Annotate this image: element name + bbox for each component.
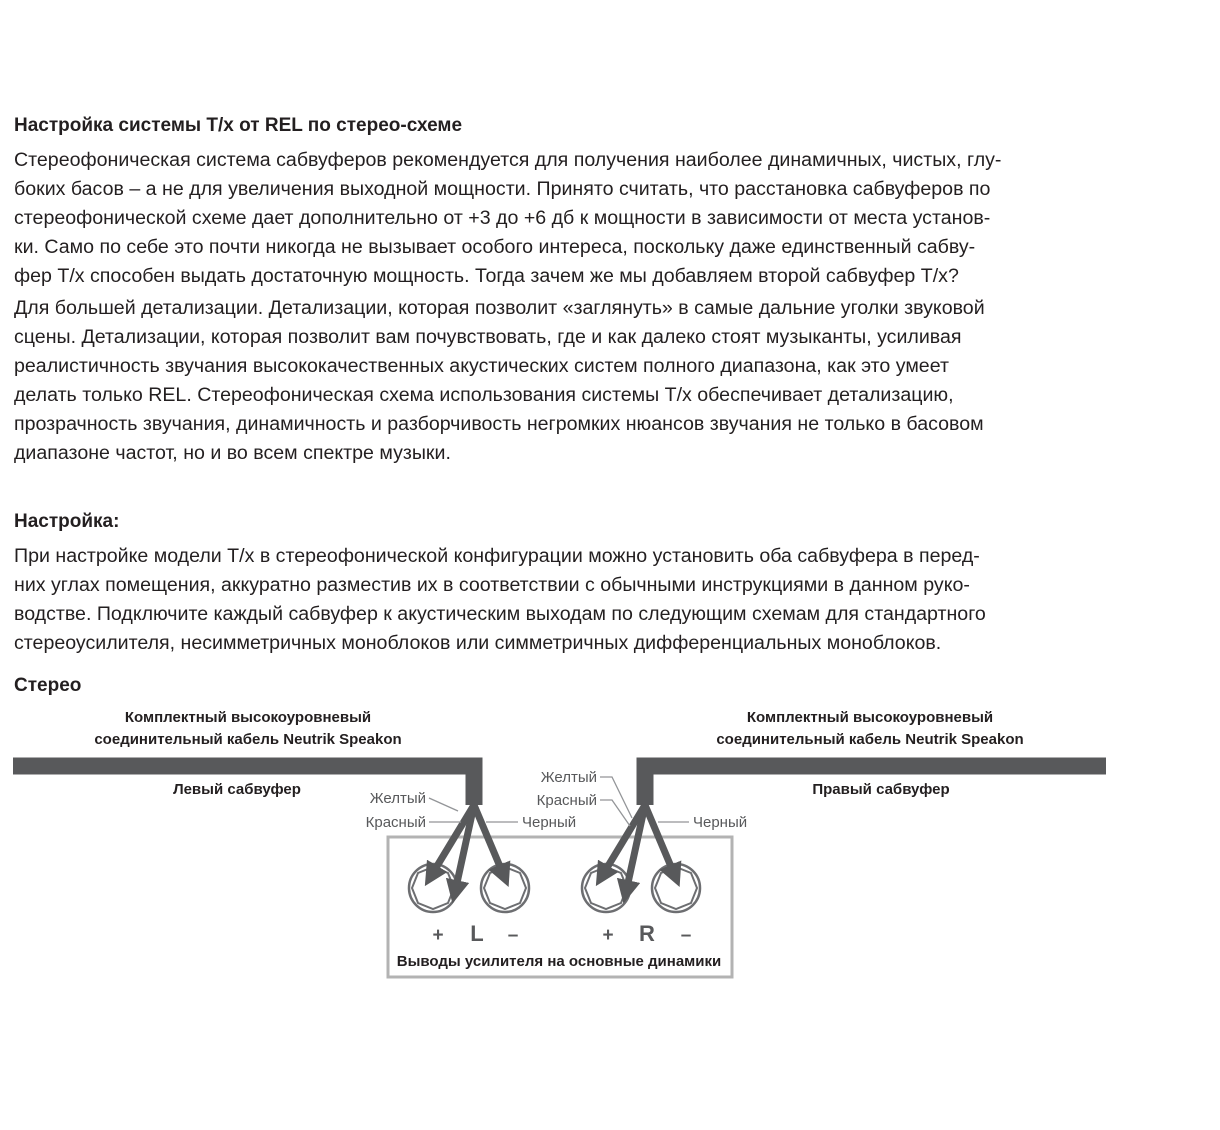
cable-label-right-line1: Комплектный высокоуровневый xyxy=(746,709,994,726)
channel-label-l: L xyxy=(470,921,484,946)
right-subwoofer-label: Правый сабвуфер xyxy=(812,781,950,798)
section-heading-stereo-setup: Настройка системы T/x от REL по стерео-схеме xyxy=(14,115,463,136)
text-line: диапазоне частот, но и во всем спектре музыки. xyxy=(14,442,451,464)
text-line: делать только REL. Стереофоническая схема использования системы T/x обеспечивает детализацию, xyxy=(14,384,954,406)
text-line: сцены. Детализации, которая позволит вам почувствовать, где и как далеко стоят музыканты, усиливая xyxy=(14,326,962,348)
left-black-wire xyxy=(474,805,504,876)
text-line: Для большей детализации. Детализации, которая позволит «заглянуть» в самые дальние уголки звуковой xyxy=(14,297,985,319)
polarity-minus-r: – xyxy=(680,925,692,946)
text-line: прозрачность звучания, динамичность и разборчивость негромких нюансов звучания не только в басовом xyxy=(14,413,984,435)
text-line: Стереофоническая система сабвуферов рекомендуется для получения наиболее динамичных, чистых, глу- xyxy=(14,149,1002,171)
text-line: боких басов – а не для увеличения выходной мощности. Принято считать, что расстановка сабвуферов по xyxy=(14,178,991,200)
left-yellow-wire-label: Желтый xyxy=(369,790,426,807)
text-line: фер T/x способен выдать достаточную мощность. Тогда зачем же мы добавляем второй сабвуфер T/x? xyxy=(14,265,959,287)
right-black-wire xyxy=(645,805,675,876)
section-heading-setup: Настройка: xyxy=(14,511,120,532)
callout-leader xyxy=(429,798,458,811)
stereo-wiring-diagram xyxy=(0,700,1220,1000)
text-line: них углах помещения, аккуратно разместив их в соответствии с обычными инструкциями в данном руко- xyxy=(14,574,970,596)
right-black-wire-label: Черный xyxy=(693,814,748,831)
detail-paragraph xyxy=(14,294,1204,468)
text-line: реалистичность звучания высококачественных акустических систем полного диапазона, как это умеет xyxy=(14,355,949,377)
stereo-heading: Стерео xyxy=(14,675,82,696)
amplifier-outputs-caption: Выводы усилителя на основные динамики xyxy=(396,953,722,970)
right-yellow-wire-label: Желтый xyxy=(540,769,597,786)
left-black-wire-label: Черный xyxy=(522,814,577,831)
callout-leader xyxy=(600,777,632,818)
left-subwoofer-label: Левый сабвуфер xyxy=(173,781,301,798)
polarity-plus-l: + xyxy=(432,925,444,946)
channel-label-r: R xyxy=(639,921,655,946)
polarity-plus-r: + xyxy=(602,925,614,946)
text-line: ки. Само по себе это почти никогда не вызывает особого интереса, поскольку даже единственный сабву- xyxy=(14,236,976,258)
setup-paragraph xyxy=(14,542,1204,658)
intro-paragraph xyxy=(14,146,1204,291)
cable-label-left-line2: соединительный кабель Neutrik Speakon xyxy=(94,731,402,748)
text-line: водстве. Подключите каждый сабвуфер к акустическим выходам по следующим схемам для стандартного xyxy=(14,603,986,625)
left-red-wire-label: Красный xyxy=(365,814,426,831)
cable-label-right-line2: соединительный кабель Neutrik Speakon xyxy=(716,731,1024,748)
text-line: При настройке модели T/x в стереофонической конфигурации можно установить оба сабвуфера в перед- xyxy=(14,545,980,567)
text-line: стереофонической схеме дает дополнительно от +3 до +6 дб к мощности в зависимости от места установ- xyxy=(14,207,991,229)
text-line: стереоусилителя, несимметричных моноблоков или симметричных дифференциальных моноблоков. xyxy=(14,632,942,654)
cable-label-left-line1: Комплектный высокоуровневый xyxy=(124,709,372,726)
polarity-minus-l: – xyxy=(507,925,519,946)
right-red-wire-label: Красный xyxy=(536,792,597,809)
